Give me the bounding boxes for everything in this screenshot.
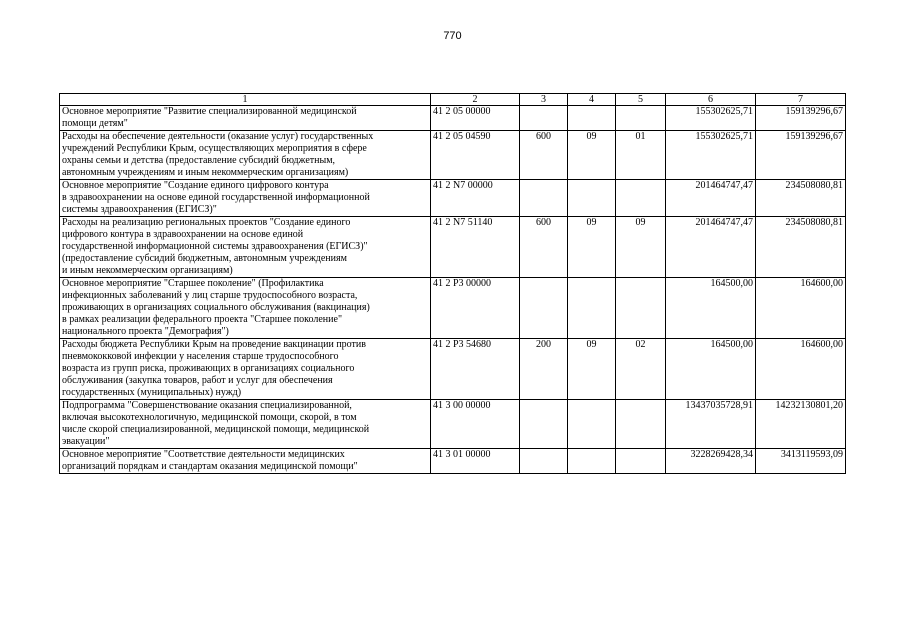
row-type-cell bbox=[520, 449, 568, 474]
row-amount-2-cell: 164600,00 bbox=[756, 339, 846, 400]
row-section-cell bbox=[568, 106, 616, 131]
row-name-line: (предоставление субсидий бюджетным, автономным учреждениям bbox=[62, 253, 347, 264]
row-type-cell bbox=[520, 180, 568, 217]
page-number: 770 bbox=[443, 30, 462, 42]
row-name-cell bbox=[60, 180, 431, 217]
table-row bbox=[60, 449, 846, 474]
row-code-cell: 41 2 05 00000 bbox=[431, 106, 520, 131]
row-amount-1-cell: 155302625,71 bbox=[666, 131, 756, 180]
row-subsection-cell: 02 bbox=[616, 339, 666, 400]
row-name-line: Основное мероприятие "Развитие специализированной медицинской bbox=[62, 106, 357, 117]
row-name-line: охраны семьи и детства (предоставление субсидий бюджетным, bbox=[62, 155, 336, 166]
row-name-line: системы здравоохранения (ЕГИСЗ)" bbox=[62, 204, 217, 215]
row-name-line: эвакуации" bbox=[62, 436, 110, 447]
row-name-line: в здравоохранении на основе единой государственной информационной bbox=[62, 192, 370, 203]
row-subsection-cell bbox=[616, 400, 666, 449]
col-header-6: 6 bbox=[666, 94, 756, 106]
table-row bbox=[60, 217, 846, 278]
table-row bbox=[60, 339, 846, 400]
row-amount-2-cell: 234508080,81 bbox=[756, 217, 846, 278]
table-row bbox=[60, 180, 846, 217]
row-section-cell: 09 bbox=[568, 339, 616, 400]
row-code-cell: 41 3 01 00000 bbox=[431, 449, 520, 474]
col-header-2: 2 bbox=[431, 94, 520, 106]
row-name-line: инфекционных заболеваний у лиц старше трудоспособного возраста, bbox=[62, 290, 358, 301]
row-name-line: Основное мероприятие "Соответствие деятельности медицинских bbox=[62, 449, 345, 460]
table-row bbox=[60, 106, 846, 131]
row-name-cell bbox=[60, 217, 431, 278]
table-row bbox=[60, 400, 846, 449]
row-type-cell: 200 bbox=[520, 339, 568, 400]
row-name-line: пневмококковой инфекции у населения старше трудоспособного bbox=[62, 351, 339, 362]
row-name-cell bbox=[60, 131, 431, 180]
row-amount-1-cell: 3228269428,34 bbox=[666, 449, 756, 474]
row-name-line: Основное мероприятие "Старшее поколение" (Профилактика bbox=[62, 278, 324, 289]
row-name-line: государственной информационной системы здравоохранения (ЕГИСЗ)" bbox=[62, 241, 368, 252]
row-code-cell: 41 2 N7 00000 bbox=[431, 180, 520, 217]
row-name-cell bbox=[60, 106, 431, 131]
header-row bbox=[60, 94, 846, 106]
row-name-line: национального проекта "Демография") bbox=[62, 326, 229, 337]
row-amount-1-cell: 164500,00 bbox=[666, 278, 756, 339]
table-row bbox=[60, 131, 846, 180]
row-name-line: учреждений Республики Крым, осуществляющих мероприятия в сфере bbox=[62, 143, 367, 154]
row-amount-2-cell: 159139296,67 bbox=[756, 106, 846, 131]
row-code-cell: 41 2 P3 54680 bbox=[431, 339, 520, 400]
row-name-line: организаций порядкам и стандартам оказания медицинской помощи" bbox=[62, 461, 358, 472]
row-name-line: числе скорой специализированной, медицинской помощи, медицинской bbox=[62, 424, 370, 435]
row-section-cell: 09 bbox=[568, 131, 616, 180]
row-name-cell bbox=[60, 449, 431, 474]
row-name-line: и иным некоммерческим организациям) bbox=[62, 265, 233, 276]
row-amount-1-cell: 164500,00 bbox=[666, 339, 756, 400]
row-type-cell bbox=[520, 278, 568, 339]
row-name-line: проживающих в организациях социального обслуживания (вакцинация) bbox=[62, 302, 370, 313]
row-name-line: Расходы на реализацию региональных проектов "Создание единого bbox=[62, 217, 351, 228]
row-name-line: помощи детям" bbox=[62, 118, 128, 129]
col-header-3: 3 bbox=[520, 94, 568, 106]
row-name-line: включая высокотехнологичную, медицинской помощи, скорой, в том bbox=[62, 412, 357, 423]
table-row bbox=[60, 278, 846, 339]
row-section-cell bbox=[568, 180, 616, 217]
row-subsection-cell: 09 bbox=[616, 217, 666, 278]
col-header-4: 4 bbox=[568, 94, 616, 106]
row-amount-1-cell: 13437035728,91 bbox=[666, 400, 756, 449]
row-name-line: в рамках реализации федерального проекта "Старшее поколение" bbox=[62, 314, 343, 325]
row-subsection-cell bbox=[616, 449, 666, 474]
row-name-cell bbox=[60, 400, 431, 449]
row-name-cell bbox=[60, 278, 431, 339]
row-amount-2-cell: 14232130801,20 bbox=[756, 400, 846, 449]
row-name-line: обслуживания (закупка товаров, работ и услуг для обеспечения bbox=[62, 375, 333, 386]
row-amount-2-cell: 159139296,67 bbox=[756, 131, 846, 180]
row-amount-2-cell: 164600,00 bbox=[756, 278, 846, 339]
row-type-cell bbox=[520, 400, 568, 449]
row-code-cell: 41 2 05 04590 bbox=[431, 131, 520, 180]
row-amount-1-cell: 201464747,47 bbox=[666, 180, 756, 217]
row-name-line: государственных (муниципальных) нужд) bbox=[62, 387, 242, 398]
row-subsection-cell bbox=[616, 106, 666, 131]
row-type-cell bbox=[520, 106, 568, 131]
row-name-cell bbox=[60, 339, 431, 400]
row-subsection-cell: 01 bbox=[616, 131, 666, 180]
col-header-5: 5 bbox=[616, 94, 666, 106]
row-name-line: автономным учреждениям и иным некоммерческим организациям) bbox=[62, 167, 349, 178]
row-code-cell: 41 2 P3 00000 bbox=[431, 278, 520, 339]
row-subsection-cell bbox=[616, 180, 666, 217]
row-subsection-cell bbox=[616, 278, 666, 339]
row-amount-1-cell: 155302625,71 bbox=[666, 106, 756, 131]
row-name-line: Основное мероприятие "Создание единого цифрового контура bbox=[62, 180, 329, 191]
row-name-line: цифрового контура в здравоохранении на основе единой bbox=[62, 229, 304, 240]
row-amount-1-cell: 201464747,47 bbox=[666, 217, 756, 278]
budget-table bbox=[59, 93, 846, 474]
row-section-cell bbox=[568, 449, 616, 474]
row-name-line: Расходы бюджета Республики Крым на проведение вакцинации против bbox=[62, 339, 366, 350]
row-section-cell bbox=[568, 278, 616, 339]
row-type-cell: 600 bbox=[520, 131, 568, 180]
col-header-7: 7 bbox=[756, 94, 846, 106]
row-amount-2-cell: 234508080,81 bbox=[756, 180, 846, 217]
col-header-1: 1 bbox=[60, 94, 431, 106]
row-name-line: возраста из групп риска, проживающих в организациях социального bbox=[62, 363, 355, 374]
row-section-cell: 09 bbox=[568, 217, 616, 278]
row-type-cell: 600 bbox=[520, 217, 568, 278]
row-code-cell: 41 2 N7 51140 bbox=[431, 217, 520, 278]
row-section-cell bbox=[568, 400, 616, 449]
row-code-cell: 41 3 00 00000 bbox=[431, 400, 520, 449]
row-name-line: Расходы на обеспечение деятельности (оказание услуг) государственных bbox=[62, 131, 374, 142]
row-amount-2-cell: 3413119593,09 bbox=[756, 449, 846, 474]
row-name-line: Подпрограмма "Совершенствование оказания специализированной, bbox=[62, 400, 352, 411]
